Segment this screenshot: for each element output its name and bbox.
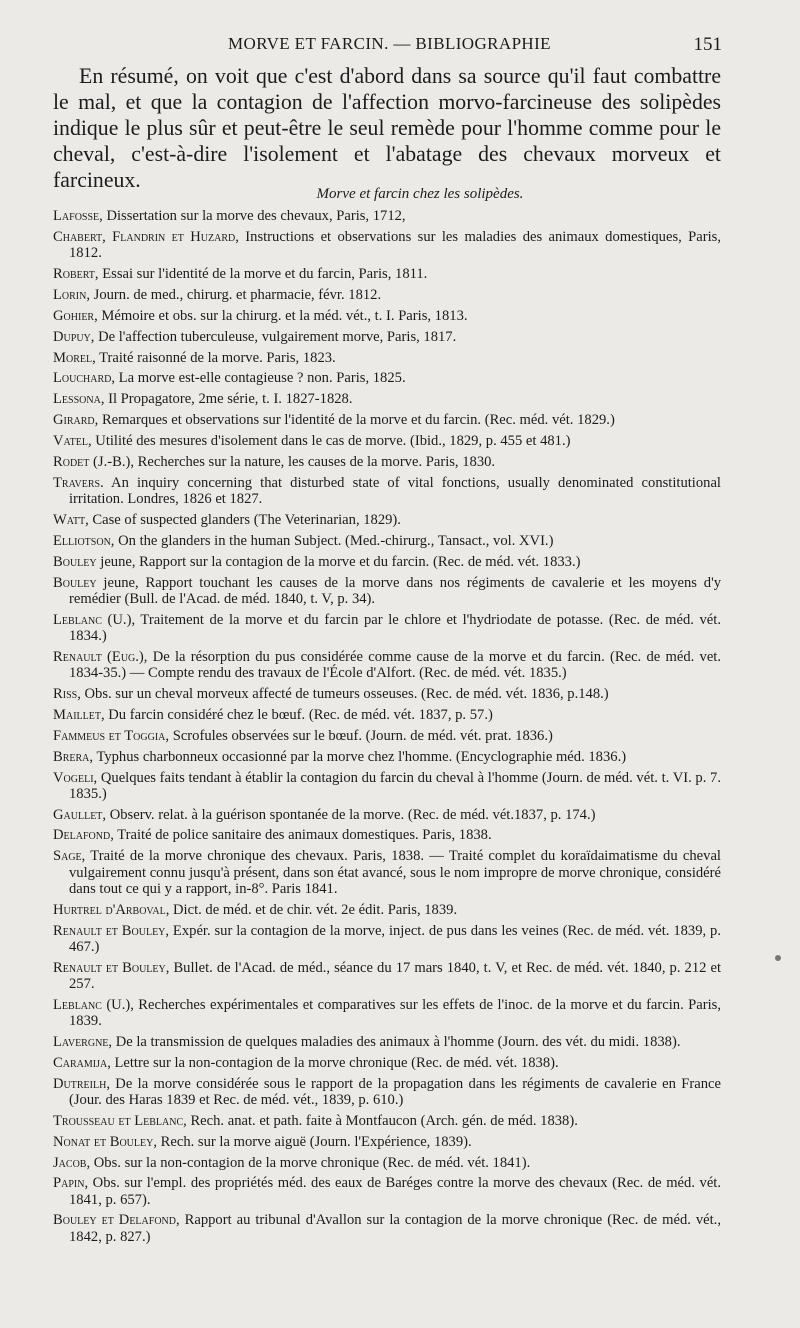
entry-text: , Recherches sur la nature, les causes de la morve. Paris, 1830.: [130, 454, 496, 470]
entry-text: , Il Propagatore, 2me série, t. I. 1827-1828.: [100, 391, 353, 408]
page-header: [0, 30, 800, 60]
bibliography-entry: [53, 749, 721, 765]
entry-author: Leblanc (U.): [53, 996, 131, 1013]
bibliography-entry: [53, 960, 721, 992]
entry-author: Vogeli: [53, 769, 94, 786]
entry-author: Nonat et Bouley: [53, 1133, 154, 1150]
entry-author: Lafosse: [53, 208, 100, 224]
entry-author: Robert: [53, 265, 95, 282]
entry-text: , De la résorption du pus considérée comme cause de la morve et du farcin. (Rec. de méd. vet. 1834-35.) — Compte rendu des travaux de l'École d'Alfort. (Rec. de méd. vét. 1835.): [69, 648, 721, 682]
bibliography-entry: [53, 649, 721, 681]
entry-text: , Journ. de med., chirurg. et pharmacie, févr. 1812.: [86, 286, 382, 303]
entry-text: , De la morve considérée sous le rapport de la propagation dans les régiments de cavalerie en France (Jour. des Haras 1839 et Rec. de méd. vét., 1839, p. 610.): [69, 1075, 721, 1108]
entry-text: , Dict. de méd. et de chir. vét. 2e édit. Paris, 1839.: [165, 901, 458, 918]
bibliography-entry: [53, 612, 721, 644]
entry-author: Morel: [53, 349, 93, 366]
entry-text: , Rech. sur la morve aiguë (Journ. l'Expérience, 1839).: [153, 1133, 472, 1150]
bibliography-entry: [53, 1055, 721, 1071]
entry-text: , Scrofules observées sur le bœuf. (Journ. de méd. vét. prat. 1836.): [165, 727, 553, 744]
entry-text: , Case of suspected glanders (The Veterinarian, 1829).: [85, 511, 401, 528]
entry-author: Lorin: [53, 286, 87, 303]
entry-author: Rodet (J.-B.): [53, 454, 131, 470]
entry-author: Riss: [53, 685, 78, 702]
bibliography-entry: [53, 412, 721, 428]
running-title: MORVE ET FARCIN. — BIBLIOGRAPHIE: [228, 34, 551, 53]
entry-author: Renault et Bouley: [53, 922, 166, 939]
entry-author: Fammeus et Toggia: [53, 727, 166, 744]
entry-text: . An inquiry concerning that disturbed state of vital fonctions, usually denominated constitutional irritation. Londres, 1826 et 1827.: [69, 474, 721, 508]
bibliography-entry: [53, 475, 721, 507]
bibliography-entry: [53, 1212, 721, 1244]
entry-text: , Traité raisonné de la morve. Paris, 1823.: [92, 349, 336, 366]
entry-text: , Lettre sur la non-contagion de la morve chronique (Rec. de méd. vét. 1838).: [107, 1054, 559, 1071]
entry-author: Vatel: [53, 433, 88, 450]
entry-author: Dutreilh: [53, 1075, 107, 1092]
entry-author: Trousseau et Leblanc: [53, 1112, 184, 1129]
bibliography-list: [53, 208, 721, 1250]
page-number: 151: [693, 34, 722, 55]
entry-text: , Expér. sur la contagion de la morve, inject. de pus dans les veines (Rec. de méd. vét. 1839, p. 467.): [69, 922, 722, 955]
section-title: Morve et farcin chez les solipèdes.: [316, 186, 524, 202]
entry-text: jeune, Rapport sur la contagion de la morve et du farcin. (Rec. de méd. vét. 1833.): [96, 553, 581, 570]
entry-author: Delafond: [53, 827, 111, 844]
bibliography-entry: [53, 728, 721, 744]
bibliography-entry: [53, 1134, 721, 1150]
entry-author: Jacob: [53, 1154, 87, 1171]
entry-author: Louchard: [53, 370, 112, 387]
bibliography-entry: [53, 575, 721, 607]
bibliography-entry: [53, 848, 721, 897]
bibliography-entry: [53, 686, 721, 702]
entry-text: , On the glanders in the human Subject. (Med.-chirurg., Tansact., vol. XVI.): [110, 532, 554, 549]
entry-text: , Instructions et observations sur les maladies des animaux domestiques, Paris, 1812.: [69, 228, 721, 262]
entry-author: Bouley: [53, 553, 97, 570]
entry-author: Girard: [53, 412, 95, 429]
entry-author: Maillet: [53, 706, 101, 723]
entry-author: Hurtrel d'Arboval: [53, 901, 166, 918]
entry-text: , Bullet. de l'Acad. de méd., séance du 17 mars 1840, t. V, et Rec. de méd. vét. 1840, p. 212 et 257.: [69, 959, 721, 992]
entry-text: , Rapport au tribunal d'Avallon sur la contagion de la morve chronique (Rec. de méd. vét., 1842, p. 827.): [69, 1212, 721, 1245]
entry-text: , Mémoire et obs. sur la chirurg. et la méd. vét., t. I. Paris, 1813.: [94, 307, 468, 324]
entry-text: , Essai sur l'identité de la morve et du farcin, Paris, 1811.: [94, 265, 428, 282]
bibliography-entry: [53, 266, 721, 282]
entry-text: , Remarques et observations sur l'identité de la morve et du farcin. (Rec. méd. vét. 1829.): [94, 412, 615, 429]
entry-text: , Rech. anat. et path. faite à Montfaucon (Arch. gén. de méd. 1838).: [183, 1112, 578, 1129]
bibliography-entry: [53, 391, 721, 407]
bibliography-entry: [53, 554, 721, 570]
entry-author: Renault et Bouley: [53, 959, 166, 976]
bibliography-entry: [53, 1076, 721, 1108]
entry-author: Gaullet: [53, 806, 103, 823]
bibliography-entry: [53, 997, 721, 1029]
entry-text: , Recherches expérimentales et comparatives sur les effets de l'inoc. de la morve et du farcin. Paris, 1839.: [69, 996, 721, 1029]
bibliography-entry: [53, 1113, 721, 1129]
bibliography-entry: [53, 1155, 721, 1171]
bibliography-entry: [53, 350, 721, 366]
bibliography-entry: [53, 329, 721, 345]
bibliography-entry: [53, 1175, 721, 1207]
entry-author: Watt: [53, 511, 86, 528]
entry-text: , De la transmission de quelques maladies des animaux à l'homme (Journ. des vét. du midi. 1838).: [108, 1033, 681, 1050]
bibliography-entry: [53, 807, 721, 823]
entry-text: , Obs. sur la non-contagion de la morve chronique (Rec. de méd. vét. 1841).: [86, 1154, 531, 1171]
entry-author: Chabert, Flandrin et Huzard: [53, 228, 236, 245]
bibliography-entry: [53, 208, 721, 224]
entry-author: Renault (Eug.): [53, 648, 144, 665]
entry-text: , Obs. sur un cheval morveux affecté de tumeurs osseuses. (Rec. de méd. vét. 1836, p.148.): [77, 685, 609, 702]
entry-text: , Obs. sur l'empl. des propriétés méd. des eaux de Baréges contre la morve des chevaux (Rec. de méd. vét. 1841, p. 657).: [69, 1175, 721, 1208]
entry-text: , Typhus charbonneux occasionné par la morve chez l'homme. (Encyclographie méd. 1836.): [89, 748, 627, 765]
scan-speck: [775, 955, 781, 961]
entry-author: Leblanc (U.): [53, 611, 132, 628]
summary-paragraph: En résumé, on voit que c'est d'abord dans sa source qu'il faut combattre le mal, et que la contagion de l'affection morvo-farcineuse des solipèdes indique le plus sûr et peut-être le seul remède pour l'homme comme pour le cheval, c'est-à-dire l'isolement et l'abatage des chevaux morveux et farcineux.: [53, 64, 721, 192]
entry-text: , Utilité des mesures d'isolement dans le cas de morve. (Ibid., 1829, p. 455 et 481.): [87, 433, 571, 450]
bibliography-entry: [53, 454, 721, 470]
entry-author: Lessona: [53, 391, 101, 408]
entry-author: Lavergne: [53, 1033, 109, 1050]
bibliography-entry: [53, 902, 721, 918]
bibliography-entry: [53, 433, 721, 449]
entry-text: , Traité de police sanitaire des animaux domestiques. Paris, 1838.: [110, 827, 492, 844]
bibliography-entry: [53, 308, 721, 324]
entry-text: , Du farcin considéré chez le bœuf. (Rec. de méd. vét. 1837, p. 57.): [100, 706, 493, 723]
bibliography-entry: [53, 287, 721, 303]
entry-text: jeune, Rapport touchant les causes de la morve dans nos régiments de cavalerie et les moyens d'y remédier (Bull. de l'Acad. de méd. 1840, t. V, p. 34).: [69, 574, 721, 607]
bibliography-entry: [53, 370, 721, 386]
bibliography-entry: [53, 770, 721, 802]
bibliography-entry: [53, 827, 721, 843]
bibliography-entry: [53, 923, 721, 955]
entry-author: Dupuy: [53, 328, 91, 345]
entry-author: Papin: [53, 1175, 85, 1192]
entry-author: Sage: [53, 848, 82, 865]
entry-text: , Dissertation sur la morve des chevaux, Paris, 1712,: [99, 208, 406, 224]
bibliography-entry: [53, 533, 721, 549]
entry-text: , De l'affection tuberculeuse, vulgairement morve, Paris, 1817.: [90, 328, 457, 345]
bibliography-entry: [53, 707, 721, 723]
entry-author: Gohier: [53, 307, 95, 324]
bibliography-entry: [53, 229, 721, 261]
entry-text: , Quelques faits tendant à établir la contagion du farcin du cheval à l'homme (Journ. de méd. vét. t. VI. p. 7. 1835.): [69, 769, 721, 802]
bibliography-entry: [53, 512, 721, 528]
entry-text: , Traitement de la morve et du farcin par le chlore et l'hydriodate de potasse. (Rec. de méd. vét. 1834.): [69, 611, 721, 644]
entry-author: Caramija: [53, 1054, 108, 1071]
entry-author: Elliotson: [53, 532, 111, 549]
entry-author: Brera: [53, 748, 90, 765]
bibliography-entry: [53, 1034, 721, 1050]
entry-text: , Traité de la morve chronique des chevaux. Paris, 1838. — Traité complet du koraïdaimatisme du cheval vulgairement connu jusqu'à présent, dans son état avancé, sous le nom impropre de morve chronique, considéré dans tout ce qui y a rapport, in-8°. Paris 1841.: [69, 848, 721, 897]
entry-author: Travers: [53, 474, 101, 491]
entry-text: , La morve est-elle contagieuse ? non. Paris, 1825.: [111, 370, 406, 387]
entry-author: Bouley: [53, 574, 97, 591]
entry-author: Bouley et Delafond: [53, 1212, 176, 1229]
entry-text: , Observ. relat. à la guérison spontanée de la morve. (Rec. de méd. vét.1837, p. 174.): [102, 806, 596, 823]
